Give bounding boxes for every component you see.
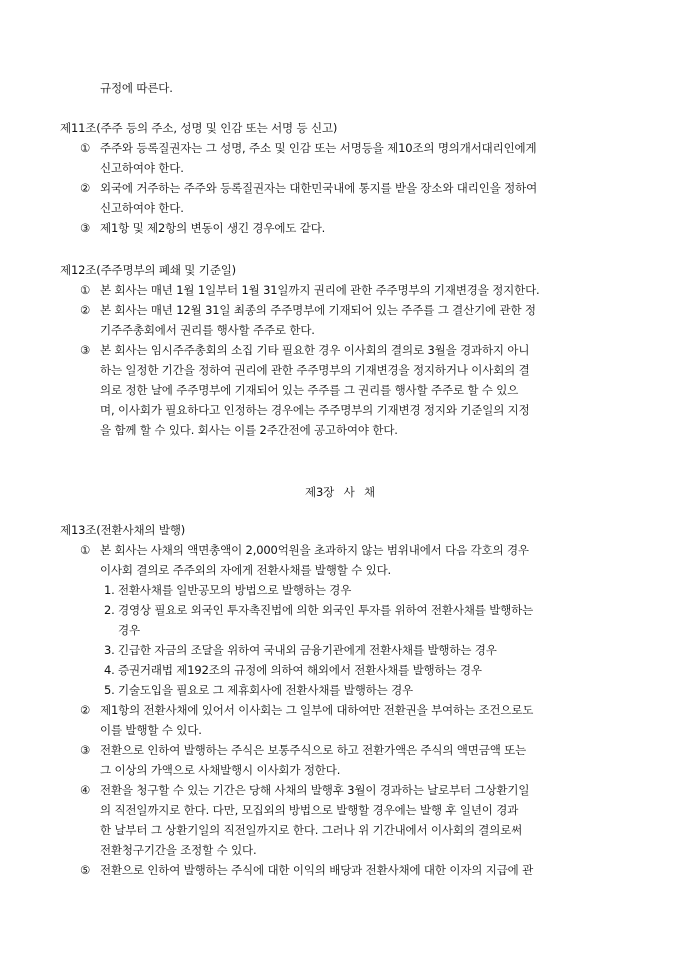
art12-clause-3-line-2: 하는 일정한 기간을 정하여 권리에 관한 주주명부의 기재변경을 정지하거나 이사회의 결 [100,363,530,377]
art13-clause-4-line-1: 전환을 청구할 수 있는 기간은 당해 사채의 발행후 3월이 경과하는 날로부터 그상환기일 [100,783,530,797]
art12-clause-1-line-1: 본 회사는 매년 1월 1일부터 1월 31일까지 권리에 관한 주주명부의 기재변경을 정지한다. [100,283,540,297]
article-13-title: 제13조(전환사채의 발행) [60,523,186,537]
art13-clause-5-number: ⑤ [80,863,91,877]
art12-clause-3-line-1: 본 회사는 임시주주총회의 소집 기타 필요한 경우 이사회의 결의로 3월을 경과하지 아니 [100,343,530,357]
art13-clause-4-number: ④ [80,783,91,797]
art12-clause-3-line-4: 며, 이사회가 필요하다고 인정하는 경우에는 주주명부의 기재변경 정지와 기준일의 지정 [100,403,530,417]
art13-item-2-line-1: 경영상 필요로 외국인 투자촉진법에 의한 외국인 투자를 위하여 전환사채를 발행하는 [118,603,534,617]
art13-clause-1-number: ① [80,543,91,557]
art13-clause-3-line-1: 전환으로 인하여 발행하는 주식은 보통주식으로 하고 전환가액은 주식의 액면금액 또는 [100,743,527,757]
article-11-title: 제11조(주주 등의 주소, 성명 및 인감 또는 서명 등 신고) [60,121,338,135]
art13-item-1-number: 1. [104,583,115,597]
art13-item-3-number: 3. [104,643,115,657]
art13-item-4-number: 4. [104,663,115,677]
art13-clause-2-line-2: 이를 발행할 수 있다. [100,723,202,737]
continuation-text: 규정에 따른다. [100,81,173,95]
art13-clause-3-number: ③ [80,743,91,757]
art11-clause-2-line-2: 신고하여야 한다. [100,201,184,215]
art13-item-4-line-1: 증권거래법 제192조의 규정에 의하여 해외에서 전환사채를 발행하는 경우 [118,663,482,677]
art12-clause-3-line-5: 을 함께 할 수 있다. 회사는 이를 2주간전에 공고하여야 한다. [100,423,398,437]
art13-item-2-line-2: 경우 [118,623,140,637]
art12-clause-2-number: ② [80,303,91,317]
art13-item-1-line-1: 전환사채를 일반공모의 방법으로 발행하는 경우 [118,583,352,597]
art13-item-3-line-1: 긴급한 자금의 조달을 위하여 국내외 금융기관에게 전환사채를 발행하는 경우 [118,643,497,657]
art13-clause-4-line-2: 의 직전일까지로 한다. 다만, 모집외의 방법으로 발행할 경우에는 발행 후 일년이 경과 [100,803,519,817]
art12-clause-1-number: ① [80,283,91,297]
art13-clause-5-line-1: 전환으로 인하여 발행하는 주식에 대한 이익의 배당과 전환사채에 대한 이자의 지급에 관 [100,863,534,877]
art11-clause-1-line-2: 신고하여야 한다. [100,161,184,175]
art13-clause-1-line-2: 이사회 결의로 주주외의 자에게 전환사채를 발행할 수 있다. [100,563,392,577]
art13-clause-4-line-4: 전환청구기간을 조정할 수 있다. [100,843,257,857]
art13-item-5-line-1: 기술도입을 필요로 그 제휴회사에 전환사채를 발행하는 경우 [118,683,414,697]
art13-clause-3-line-2: 그 이상의 가액으로 사채발행시 이사회가 정한다. [100,763,341,777]
art12-clause-2-line-1: 본 회사는 매년 12월 31일 최종의 주주명부에 기재되어 있는 주주를 그 결산기에 관한 정 [100,303,536,317]
art13-item-2-number: 2. [104,603,115,617]
art11-clause-2-number: ② [80,181,91,195]
art11-clause-1-line-1: 주주와 등록질권자는 그 성명, 주소 및 인감 또는 서명등을 제10조의 명의개서대리인에게 [100,141,537,155]
art12-clause-3-number: ③ [80,343,91,357]
art13-clause-2-line-1: 제1항의 전환사채에 있어서 이사회는 그 일부에 대하여만 전환권을 부여하는 조건으로도 [100,703,534,717]
art13-clause-2-number: ② [80,703,91,717]
art11-clause-1-number: ① [80,141,91,155]
chapter-3-heading: 제3장 사 채 [304,485,375,499]
art12-clause-3-line-3: 의로 정한 날에 주주명부에 기재되어 있는 주주를 그 권리를 행사할 주주로 할 수 있으 [100,383,519,397]
art11-clause-3-number: ③ [80,221,91,235]
art13-clause-4-line-3: 한 날부터 그 상환기일의 직전일까지로 한다. 그러나 위 기간내에서 이사회의 결의로써 [100,823,523,837]
article-12-title: 제12조(주주명부의 폐쇄 및 기준일) [60,263,236,277]
art11-clause-3-line-1: 제1항 및 제2항의 변동이 생긴 경우에도 같다. [100,221,326,235]
art13-item-5-number: 5. [104,683,115,697]
art11-clause-2-line-1: 외국에 거주하는 주주와 등록질권자는 대한민국내에 통지를 받을 장소와 대리인을 정하여 [100,181,538,195]
art13-clause-1-line-1: 본 회사는 사채의 액면총액이 2,000억원을 초과하지 않는 범위내에서 다음 각호의 경우 [100,543,529,557]
art12-clause-2-line-2: 기주주총회에서 권리를 행사할 주주로 한다. [100,323,315,337]
